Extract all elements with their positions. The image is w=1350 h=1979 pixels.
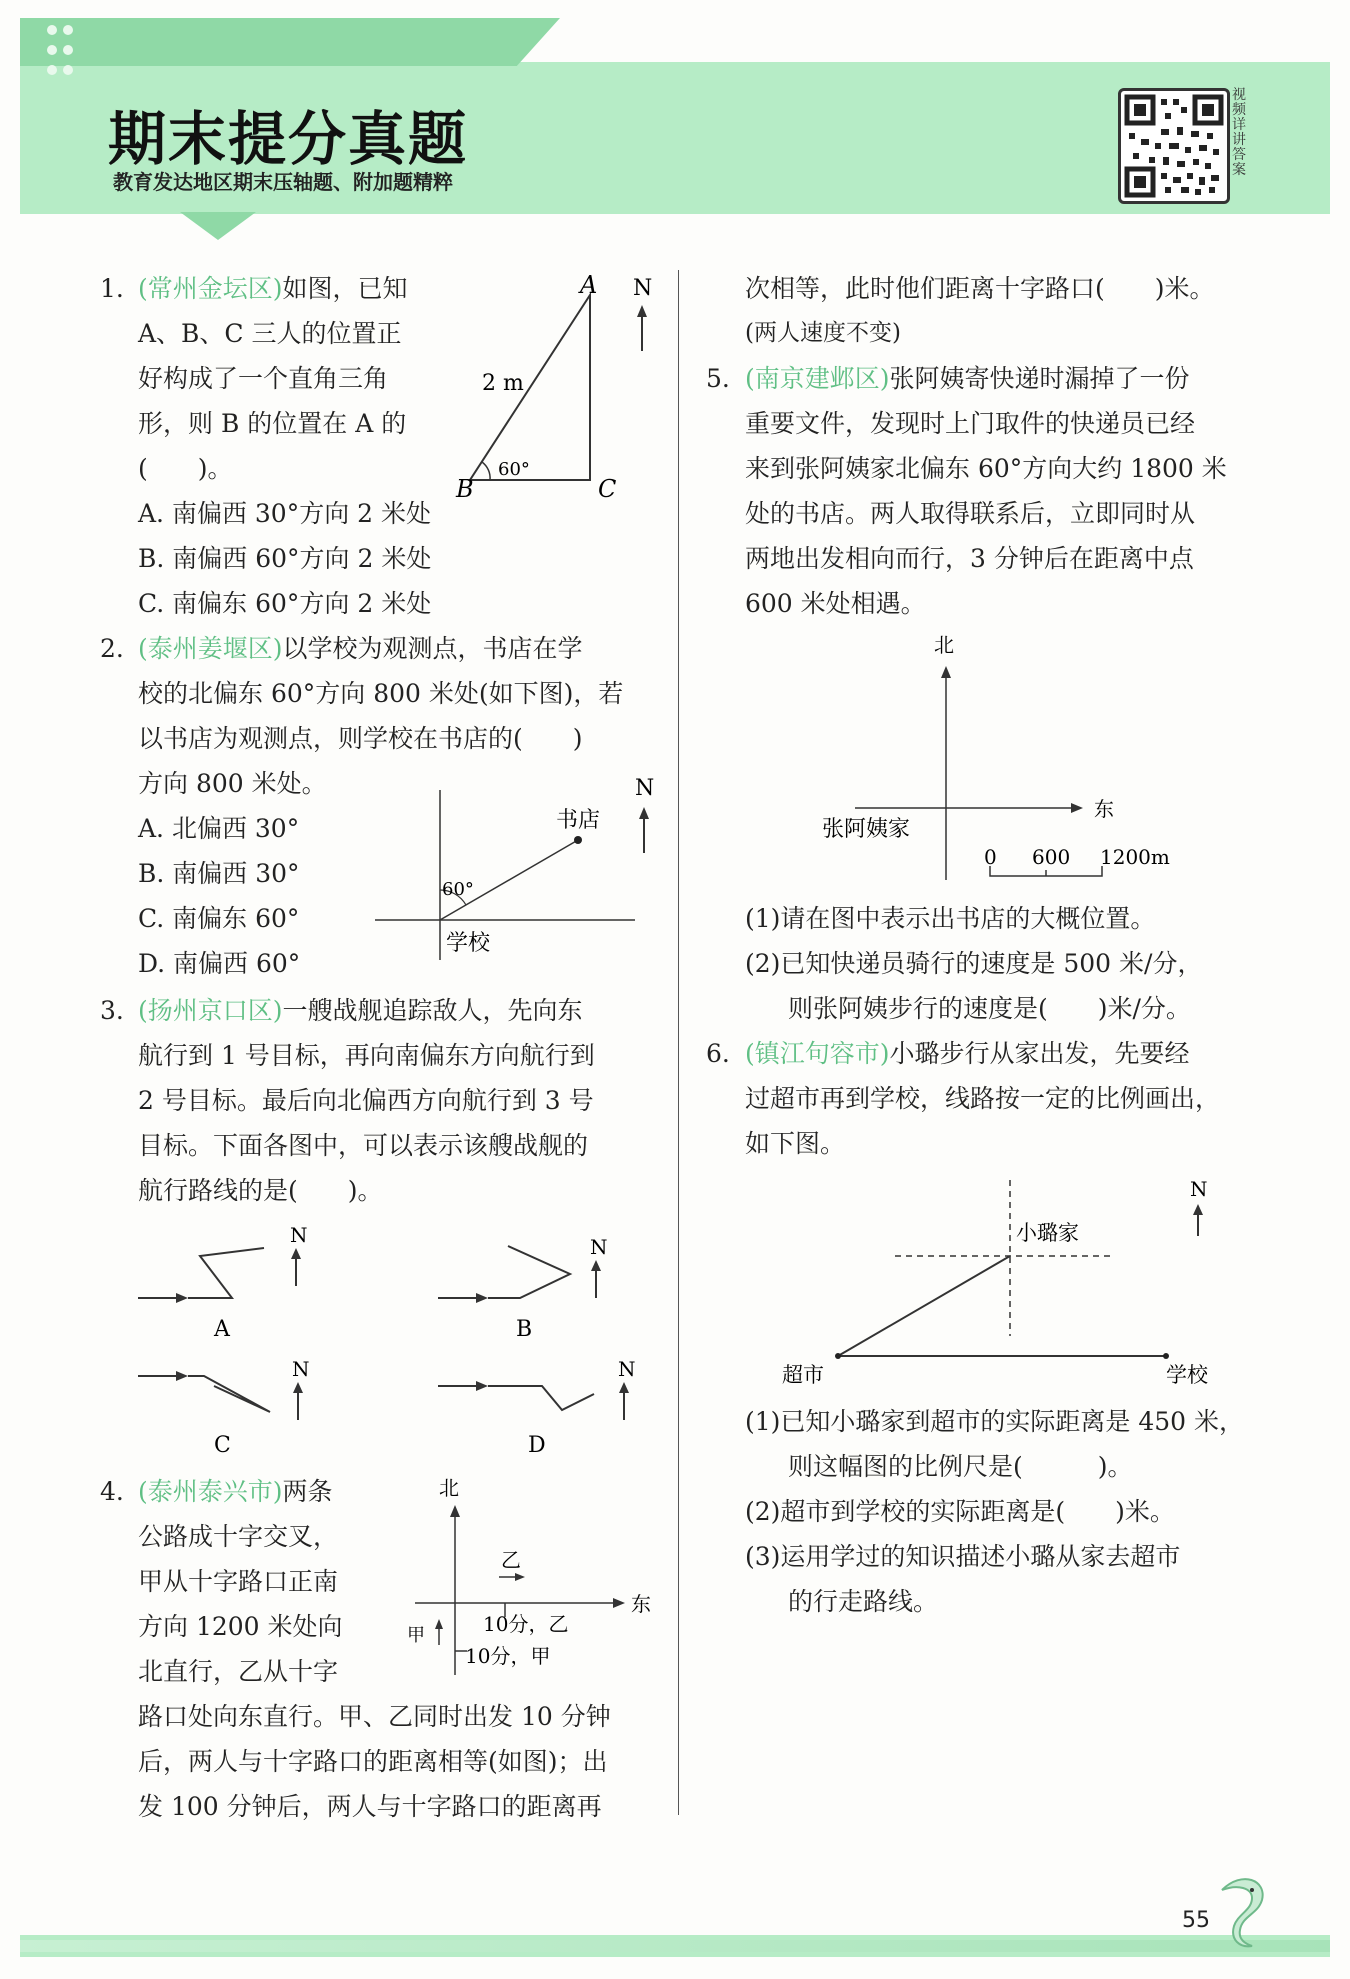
q2-bookstore-dot: [574, 836, 582, 844]
qr-code[interactable]: [1118, 88, 1230, 204]
q3-route-c[interactable]: [138, 1357, 310, 1458]
q3-line-3: 目标。下面各图中，可以表示该艘战舰的: [138, 1131, 589, 1160]
q6-number: 6.: [706, 1039, 730, 1068]
q4-jia-time: 10分，甲: [465, 1644, 551, 1668]
q3-number: 3.: [100, 996, 124, 1025]
q2-line-2: 以书店为观测点，则学校在书店的( ): [138, 724, 583, 753]
dolphin-icon: [1212, 1870, 1272, 1950]
q3-c-north-label: N: [292, 1357, 310, 1381]
q5-east-label: 东: [1094, 797, 1114, 821]
q4-line-0: 两条: [282, 1477, 333, 1506]
q1-line-1: A、B、C 三人的位置正: [138, 319, 402, 348]
q3-label-d: D: [528, 1433, 546, 1458]
footer-stripe: [20, 1940, 1330, 1952]
q4-north-label: 北: [439, 1476, 459, 1500]
q5-map-figure: [810, 630, 1210, 890]
q2-option-b[interactable]: B. 南偏西 30°: [138, 859, 300, 888]
q5-scale-600: 600: [1032, 845, 1071, 869]
q5-sub-1: (1)请在图中表示出书店的大概位置。: [745, 904, 1156, 933]
q1-source-text: (常州金坛区): [138, 274, 283, 303]
q1-triangle-figure: [450, 265, 670, 505]
q4-yi-label: 乙: [501, 1548, 521, 1572]
q2-line-0: 以学校为观测点，书店在学: [282, 634, 583, 663]
q6-route-figure: [770, 1170, 1270, 1390]
q5-line-2: 来到张阿姨家北偏东 60°方向大约 1800 米: [745, 454, 1227, 483]
q3-line-4: 航行路线的是( )。: [138, 1176, 383, 1205]
q3-label-a: A: [214, 1317, 230, 1342]
q2-line-3: 方向 800 米处。: [138, 769, 327, 798]
q4-jia-label: 甲: [407, 1625, 425, 1646]
q1-line-4: ( )。: [138, 454, 233, 483]
q3-label-b: B: [516, 1317, 533, 1342]
north-arrow-icon: [637, 305, 647, 351]
q1-line-0: 如图，已知: [282, 274, 408, 303]
q5-line-4: 两地出发相向而行，3 分钟后在距离中点: [745, 544, 1194, 573]
column-divider: [678, 270, 679, 1815]
q5-line-3: 处的书店。两人取得联系后，立即同时从: [745, 499, 1196, 528]
q1-line-2: 好构成了一个直角三角: [138, 364, 389, 393]
q4-source: [138, 1469, 333, 1514]
q3-line-2: 2 号目标。最后向北偏西方向航行到 3 号: [138, 1086, 594, 1115]
angle-arc: [482, 462, 490, 480]
q6-source-text: (镇江句容市): [745, 1039, 890, 1068]
q4-yi-time: 10分，乙: [483, 1612, 569, 1636]
q6-line-2: 如下图。: [745, 1129, 846, 1158]
q1-option-a[interactable]: A. 南偏西 30°方向 2 米处: [138, 499, 432, 528]
q2-source-text: (泰州姜堰区): [138, 634, 283, 663]
q3-route-b[interactable]: [438, 1235, 608, 1342]
q4-line-7: 发 100 分钟后，两人与十字路口的距离再: [138, 1792, 602, 1821]
q3-route-options: [130, 1218, 670, 1458]
q5-sub-2b: 则张阿姨步行的速度是( )米/分。: [788, 994, 1191, 1023]
q6-line-1: 过超市再到学校，线路按一定的比例画出，: [745, 1084, 1221, 1113]
q5-home-label: 张阿姨家: [822, 817, 911, 842]
q6-home-market-line: [838, 1256, 1010, 1356]
north-arrow-icon: [639, 807, 649, 853]
q5-source: [745, 356, 1190, 401]
q4-line-2: 甲从十字路口正南: [138, 1567, 339, 1596]
q6-source: [745, 1031, 1190, 1076]
q1-north-label: N: [633, 276, 653, 301]
q5-line-0: 张阿姨寄快递时漏掉了一份: [889, 364, 1190, 393]
q4-source-text: (泰州泰兴市): [138, 1477, 283, 1506]
q2-bookstore-label: 书店: [556, 808, 601, 833]
header-stripe: [20, 18, 560, 66]
q2-angle-label: 60°: [442, 879, 474, 900]
q4-line-5: 路口处向东直行。甲、乙同时出发 10 分钟: [138, 1702, 611, 1731]
q2-source: [138, 626, 583, 671]
q1-number: 1.: [100, 274, 124, 303]
q5-number: 5.: [706, 364, 730, 393]
q6-sub-1: (1)已知小璐家到超市的实际距离是 450 米，: [745, 1407, 1245, 1436]
q3-route-a[interactable]: [138, 1223, 308, 1342]
decorative-dots: [44, 22, 76, 82]
q5-line-5: 600 米处相遇。: [745, 589, 926, 618]
q6-sub-3: (3)运用学过的知识描述小璐从家去超市: [745, 1542, 1181, 1571]
q4-line-6: 后，两人与十字路口的距离相等(如图)；出: [138, 1747, 608, 1776]
q5-line-1: 重要文件，发现时上门取件的快递员已经: [745, 409, 1196, 438]
q1-option-c[interactable]: C. 南偏东 60°方向 2 米处: [138, 589, 432, 618]
q2-number: 2.: [100, 634, 124, 663]
q4-line-4: 北直行，乙从十字: [138, 1657, 339, 1686]
page-subtitle: 教育发达地区期末压轴题、附加题精粹: [113, 170, 453, 194]
q4-east-label: 东: [631, 1592, 651, 1616]
q3-source: [138, 988, 583, 1033]
page-title: 期末提分真题: [108, 105, 469, 173]
q3-b-north-label: N: [590, 1235, 608, 1259]
q5-scale-0: 0: [984, 845, 997, 869]
q3-a-north-label: N: [290, 1223, 308, 1247]
q2-direction-figure: [370, 765, 670, 970]
q1-label-c: C: [598, 475, 617, 503]
q2-option-a[interactable]: A. 北偏西 30°: [138, 814, 300, 843]
q3-source-text: (扬州京口区): [138, 996, 283, 1025]
q1-angle-label: 60°: [498, 459, 530, 480]
q1-option-b[interactable]: B. 南偏西 60°方向 2 米处: [138, 544, 432, 573]
q4-cont-line-0: 次相等，此时他们距离十字路口( )米。: [745, 274, 1215, 303]
q5-scale-1200: 1200m: [1100, 845, 1170, 869]
q1-label-b: B: [456, 475, 474, 503]
q6-home-label: 小璐家: [1016, 1221, 1079, 1245]
qr-label: 视频详讲答案: [1232, 87, 1246, 178]
q2-line-1: 校的北偏东 60°方向 800 米处(如下图)，若: [138, 679, 624, 708]
q6-market-label: 超市: [782, 1363, 824, 1387]
q3-line-0: 一艘战舰追踪敌人，先向东: [282, 996, 583, 1025]
q2-option-d[interactable]: D. 南偏西 60°: [138, 949, 301, 978]
q1-label-a: A: [580, 271, 598, 299]
q3-route-d[interactable]: [438, 1357, 636, 1458]
q6-sub-1b: 则这幅图的比例尺是( )。: [788, 1452, 1133, 1481]
header-pointer: [180, 212, 256, 240]
q6-north-label: N: [1190, 1177, 1208, 1201]
q4-cont-line-1: (两人速度不变): [745, 320, 901, 346]
q4-line-3: 方向 1200 米处向: [138, 1612, 343, 1641]
q5-sub-2: (2)已知快递员骑行的速度是 500 米/分，: [745, 949, 1203, 978]
q3-line-1: 航行到 1 号目标，再向南偏东方向航行到: [138, 1041, 595, 1070]
q6-school-label: 学校: [1166, 1363, 1208, 1387]
q3-d-north-label: N: [618, 1357, 636, 1381]
q4-line-1: 公路成十字交叉，: [138, 1522, 339, 1551]
q1-line-3: 形，则 B 的位置在 A 的: [138, 409, 407, 438]
q2-north-label: N: [635, 776, 655, 801]
q5-north-label: 北: [934, 633, 954, 657]
q1-source: [138, 266, 408, 311]
q2-school-label: 学校: [446, 931, 491, 956]
q2-option-c[interactable]: C. 南偏东 60°: [138, 904, 300, 933]
q4-crossroad-figure: [395, 1465, 670, 1685]
q6-sub-2: (2)超市到学校的实际距离是( )米。: [745, 1497, 1175, 1526]
q6-line-0: 小璐步行从家出发，先要经: [889, 1039, 1190, 1068]
q6-sub-3b: 的行走路线。: [788, 1587, 939, 1616]
q1-side-length: 2 m: [482, 371, 524, 396]
q5-source-text: (南京建邺区): [745, 364, 890, 393]
q3-label-c: C: [214, 1433, 231, 1458]
page-number: 55: [1182, 1908, 1210, 1933]
qr-code-icon: [1121, 91, 1227, 201]
q4-number: 4.: [100, 1477, 124, 1506]
